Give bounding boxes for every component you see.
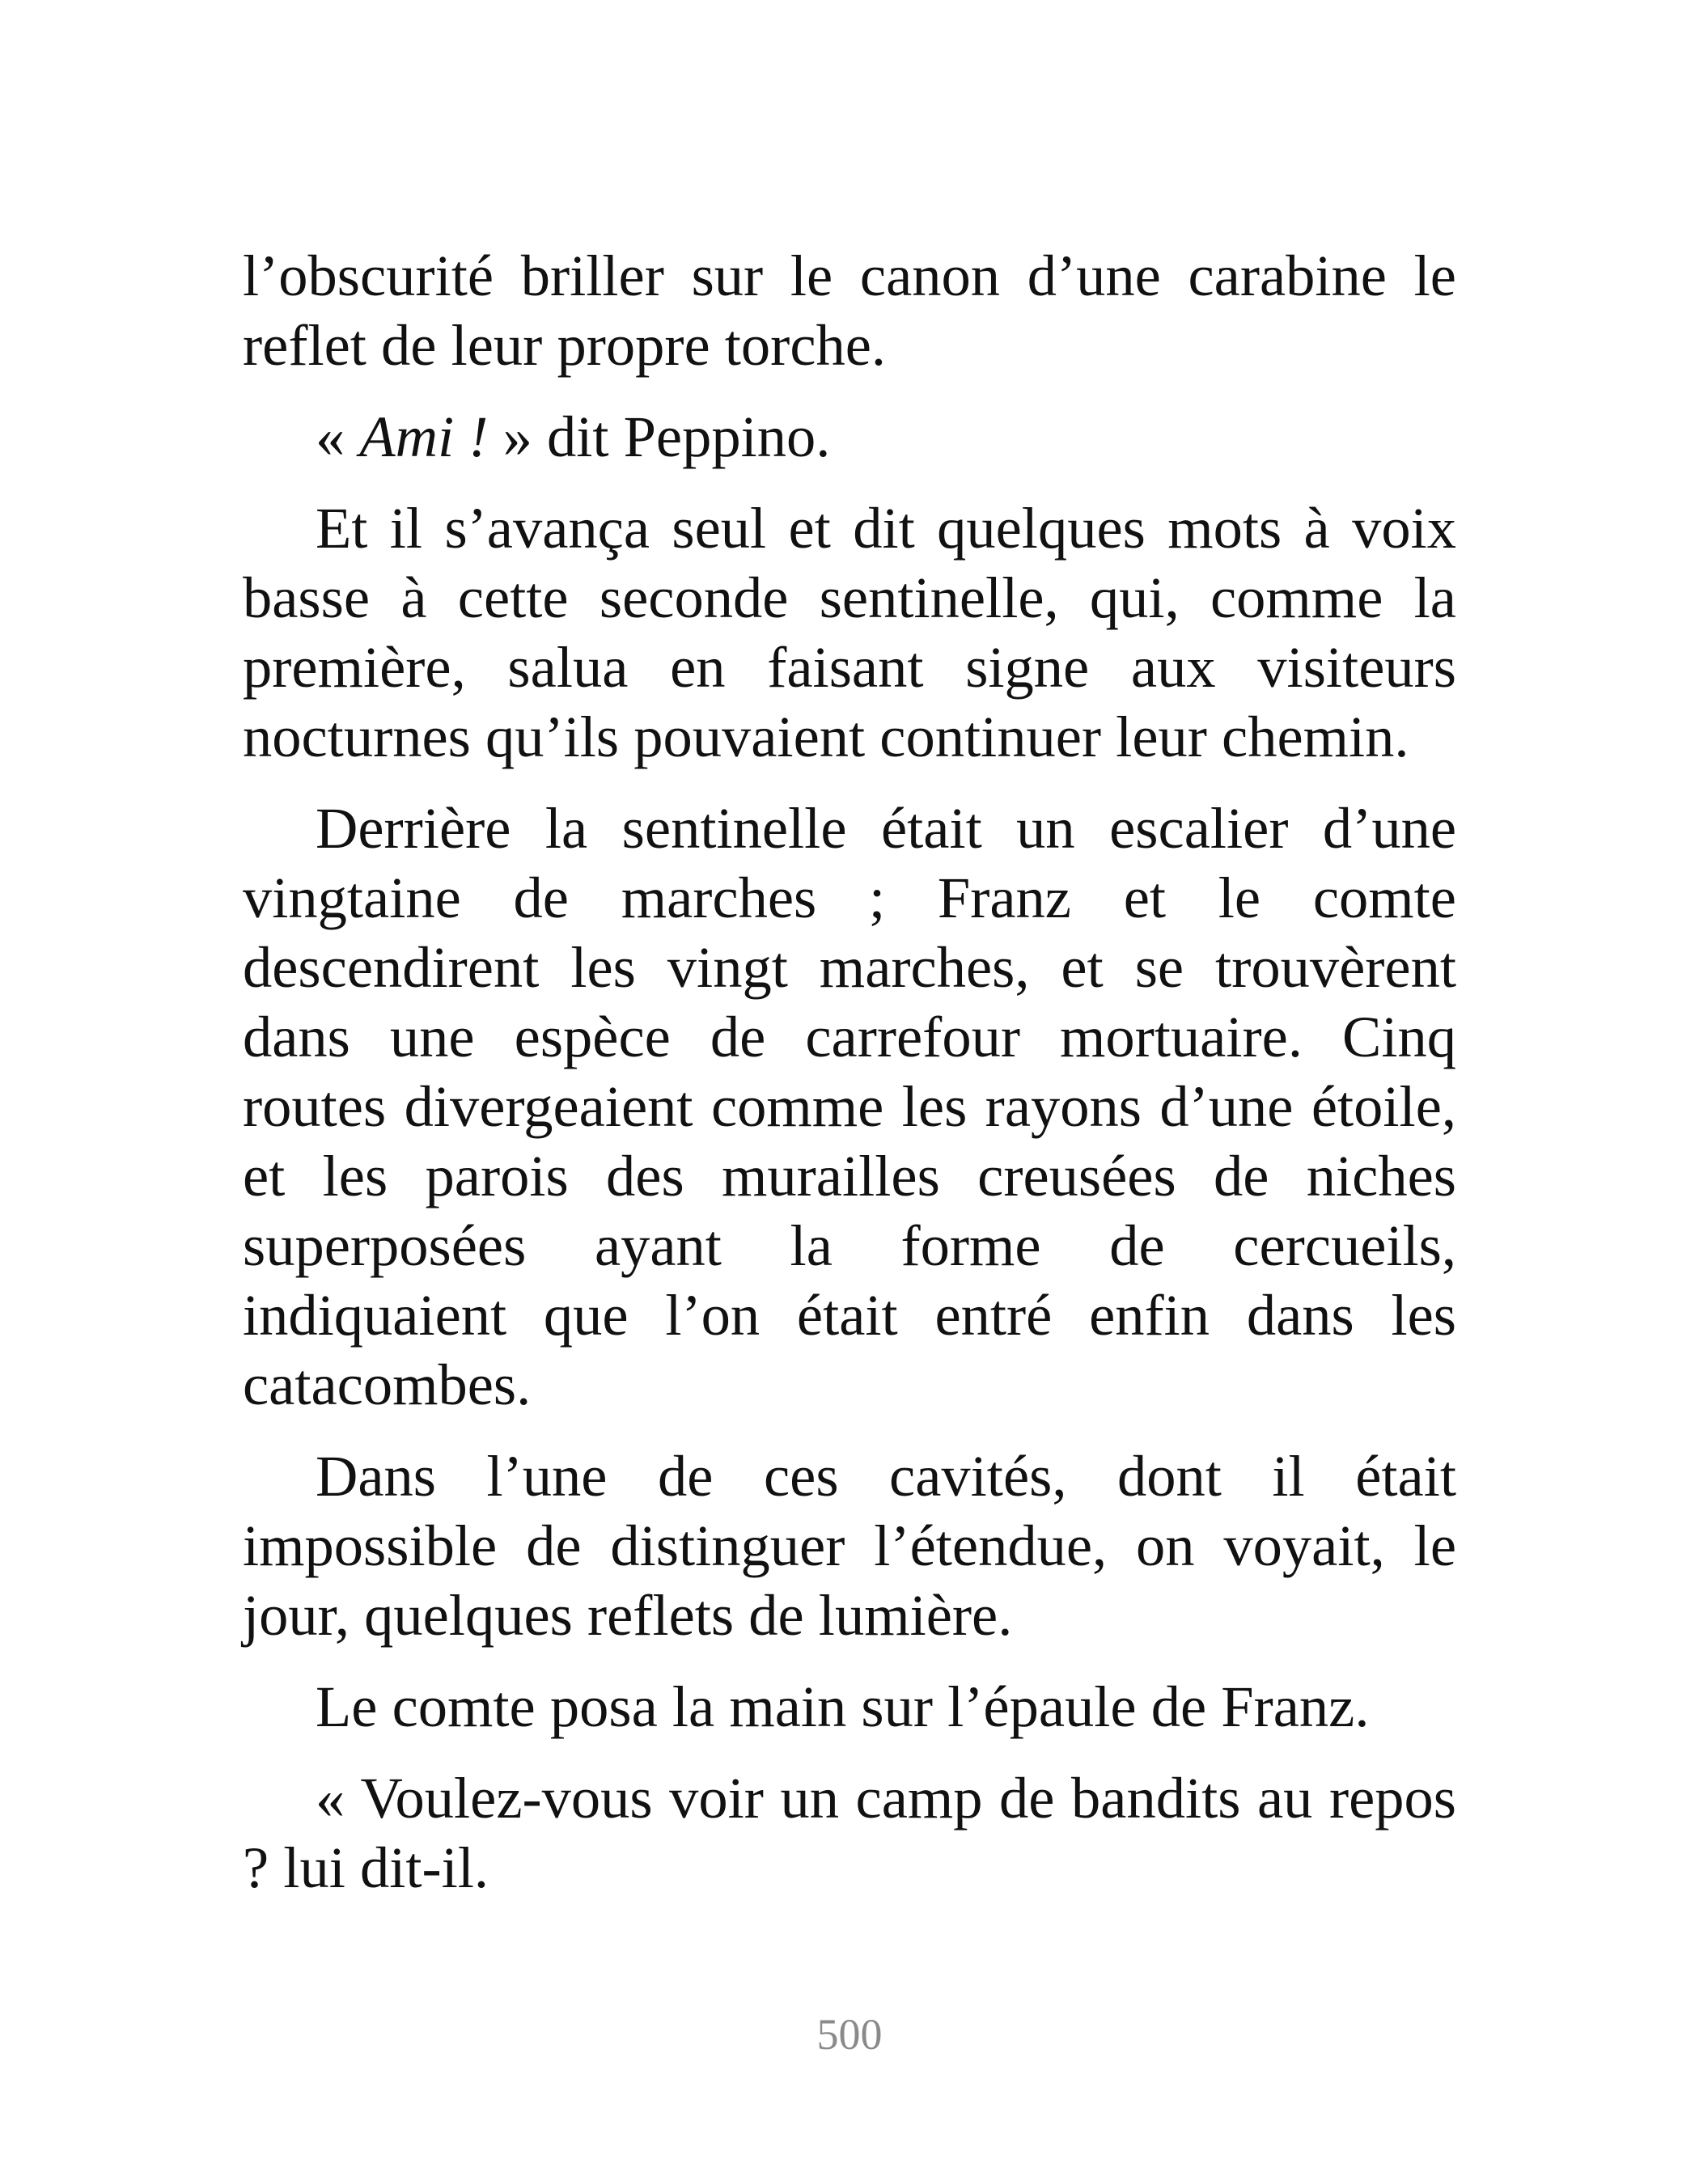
paragraph: l’obscurité briller sur le canon d’une carabine le reflet de leur propre torche.	[243, 243, 1456, 378]
paragraph: Dans l’une de ces cavités, dont il était impossible de distinguer l’étendue, on voyait, le jour, quelques reflets de lumière.	[243, 1443, 1456, 1648]
paragraph: Et il s’avança seul et dit quelques mots à voix basse à cette seconde sentinelle, qui, comme la première, salua en faisant signe aux visiteurs nocturnes qu’ils pouvaient continuer leur chemin.	[243, 495, 1456, 769]
body-text	[243, 241, 1456, 1903]
paragraph-dialogue	[243, 402, 1456, 472]
dialogue-tail: dit Peppino.	[546, 404, 831, 469]
paragraph: Derrière la sentinelle était un escalier d’une vingtaine de marches ; Franz et le comte descendirent les vingt marches, et se trouvèrent dans une espèce de carrefour mortuaire. Cinq routes divergeaient comme les rayons d’une étoile, et les parois des murailles creusées de niches superposées ayant la forme de cercueils, indiquaient que l’on était entré enfin dans les catacombes.	[243, 795, 1456, 1417]
paragraph: « Voulez-vous voir un camp de bandits au repos ? lui dit-il.	[243, 1765, 1456, 1900]
page-number: 500	[816, 2010, 883, 2059]
dialogue-italic: Ami !	[359, 404, 489, 469]
paragraph: Le comte posa la main sur l’épaule de Franz.	[316, 1674, 1370, 1739]
quote-open: «	[316, 404, 360, 469]
quote-close: »	[488, 404, 547, 469]
